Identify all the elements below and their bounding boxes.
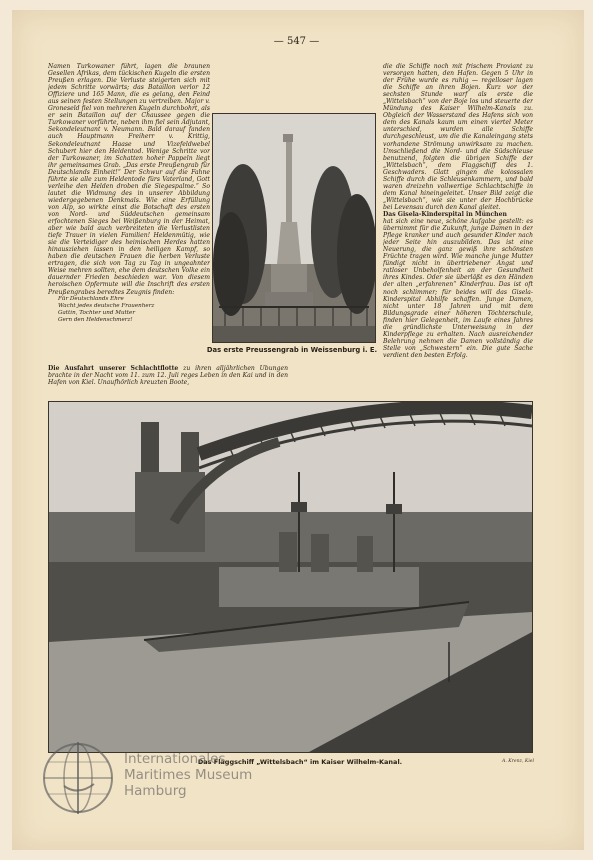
ship-illustration — [49, 402, 532, 752]
poem-line: Für Deutschlands Ehre — [58, 295, 124, 302]
watermark-line: Maritimes Museum — [124, 767, 253, 783]
left-column-text — [48, 63, 210, 375]
left-column-paragraph: Namen Turkowaner führt, lagen die braunen Gesellen Afrikas, dem tückischen Kugeln die ersten Preußen erlagen. Die Verluste steigerten sich mit jedem Schritte vorwärts; das Bataillon verlor 12 Offiziere und 165 Mann, die es gelang, den Feind aus seinen festen Stellungen zu vertreiben. Major v. Groneseld fiel von mehreren Kugeln durchbohrt, als er sein Bataillon auf der Chaussee gegen die Turkowaner vorführte, neben ihm fiel sein Adjutant, Sekondeleutnant v. Neumann. Bald darauf fanden auch Hauptmann Freiherr v. Krittig, Sekondeleutnant Haase und Vizefeldwebel Schubert hier den Heldentod. Wenige Schritte vor der Turkowaner, im Schatten hoher Pappeln liegt ihr gemeinsames Grab. „Das erste Preußengrab für Deutschlands Einheit!“ Der Schwur auf die Fahne führte sie alle zum Heldentode fürs Vaterland, Gott verleihe den Helden droben die Siegespalme.“ So lautet die Widmung des in unserer Abbildung wiedergegebenen Denkmals. Wie eine Erfüllung von Alp, so wirkte einst die Botschaft des ersten von Nord- und Süddeutschen gemeinsam erfochtenen Sieges bei Weißenburg in der Heimat, aber wie bald auch verbreiteten die Verlustlisten tiefe Trauer in vielen Familien! Heldenmütig, wie sie die Verteidiger des heimischen Herdes hatten hinausziehen lassen in den heiligen Kampf, so haben die deutschen Frauen die herben Verluste ertragen, die sich von Tag zu Tag in ungeahnter Weise mehren sollten, ehe dem deutschen Volke ein dauernder Frieden beschieden war. Von diesem heroischen Opfermute will die Inschrift des ersten Preußengrabes beredtes Zeugnis finden: — [48, 63, 210, 296]
lower-left-text — [48, 365, 288, 393]
museum-watermark-text — [124, 751, 252, 799]
poem — [48, 296, 210, 324]
right-column-heading: Das Gisela-Kinderspital in München — [383, 210, 507, 218]
monument-illustration — [213, 114, 375, 342]
ship-photo-credit: A. Krenz, Kiel — [502, 759, 534, 764]
right-column-text — [383, 63, 533, 375]
poem-line: Gern den Heldenschmerz! — [58, 316, 133, 323]
right-column-bottom-paragraph: hat sich eine neue, schöne Aufgabe gestellt: es übernimmt für die Zukunft, junge Damen in der Pflege kranker und auch gesunder Kinder nach jeder Seite hin auszubilden. Das ist eine Neuerung, die ganz gewiß ihre schönsten Früchte tragen wird. Wie manche junge Mutter fündigt nicht in übertriebener Angst und ratloser Unbeholfenheit an der Gesundheit ihres Kindes. Oder sie überläßt es den Händen der alten „erfahrenen“ Kinderfrau. Das ist oft noch schlimmer; für beides will das Gisela-Kinderspital Abhilfe schaffen. Junge Damen, nicht unter 18 Jahren und mit dem Bildungsgrade einer höheren Töchterschule, finden hier Gelegenheit, im Laufe eines Jahres die gründlichste Unterweisung in der Kinderpflege zu erhalten. Nach ausreichender Belehrung nehmen die Damen vollständig die Stelle von „Schwestern“ ein. Die gute Sache verdient den besten Erfolg. — [383, 218, 533, 359]
fleet-paragraph: zu ihren alljährlichen Übungen brachte in der Nacht vom 11. zum 12. Juli reges Leben in den Kai und in den Hafen von Kiel. Unaufhörlich kreuzten Boote, — [48, 365, 288, 387]
globe-ship-icon — [38, 738, 118, 818]
watermark-line: Hamburg — [124, 783, 187, 799]
watermark-line: Internationales — [124, 751, 226, 767]
right-column-top-paragraph: die die Schiffe noch mit frischem Proviant zu versorgen hatten, den Hafen. Gegen 5 Uhr in der Frühe wurde es ruhig — regelloser lagen die Schiffe an ihren Bojen. Kurz vor der sechsten Stunde warf als erste die „Wittelsbach“ von der Boje los und steuerte der Mündung des Kaiser Wilhelm-Kanals zu. Obgleich der Wasserstand des Hafens sich von dem des Kanals kaum um einen viertel Meter unterschied, wurden alle Schiffe durchgeschleust, um die die Kanaleingang stets vorhandene Strömung unwirksam zu machen. Umschließend die Nord- und die Südschleuse benutzend, folgten die übrigen Schiffe der „Wittelsbach“, dem Flaggschiff des 1. Geschwaders. Glatt gingen die kolossalen Schiffe durch die Schleusenkammern, und bald waren dreizehn vollwertige Schlachtschiffe in dem Kanal hineingeleitet. Unser Bild zeigt die „Wittelsbach“, wie sie unter der Hochbrücke bei Levensau durch den Kanal gleitet. — [383, 63, 533, 211]
monument-photo — [212, 113, 376, 343]
page-number-value: 547 — [286, 36, 307, 47]
poem-line: Wacht jedes deutsche Frauenherz — [58, 302, 155, 309]
ship-photo — [48, 401, 533, 753]
monument-caption: Das erste Preussengrab in Weissenburg i. E. — [206, 346, 378, 354]
ship-caption: Das Flaggschiff „Wittelsbach“ im Kaiser Wilhelm-Kanal. — [197, 758, 403, 766]
page-number: — 547 — — [273, 36, 320, 47]
fleet-heading: Die Ausfahrt unserer Schlachtflotte — [48, 365, 179, 372]
poem-line: Gattin, Tochter und Mutter — [58, 309, 136, 316]
